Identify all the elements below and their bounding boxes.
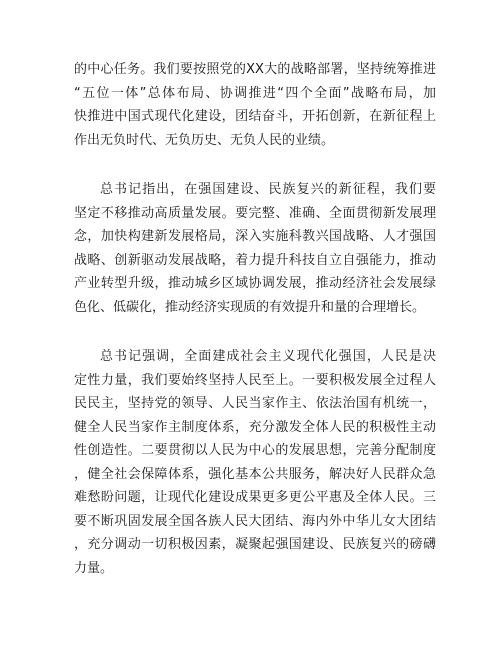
paragraph-line: 性创造性。二要贯彻以人民为中心的发展思想，完善分配制度 bbox=[74, 443, 436, 458]
paragraph-line: 产业转型升级，推动城乡区域协调发展，推动经济社会发展绿 bbox=[74, 276, 436, 291]
paragraph-line: 健全人民当家作主制度体系，充分激发全体人民的积极性主动 bbox=[74, 419, 436, 435]
paragraph-spacer bbox=[74, 152, 436, 178]
paragraph-line: 力量。 bbox=[74, 560, 114, 576]
paragraph-line: 要不断巩固发展全国各族人民大团结、海内外中华儿女大团结 bbox=[74, 513, 436, 529]
paragraph-line: 快推进中国式现代化建设，团结奋斗，开拓创新，在新征程上 bbox=[74, 109, 436, 124]
paragraph-line: 定性力量，我们要始终坚持人民至上。一要积极发展全过程人 bbox=[74, 372, 436, 388]
paragraph-spacer bbox=[74, 319, 436, 345]
paragraph-line: 念，加快构建新发展格局，深入实施科教兴国战略、人才强国 bbox=[74, 229, 436, 244]
paragraph-3 bbox=[74, 345, 436, 580]
paragraph-1 bbox=[74, 58, 436, 152]
paragraph-line: 总书记强调，全面建成社会主义现代化强国，人民是决 bbox=[100, 349, 436, 364]
document-body bbox=[74, 58, 436, 580]
paragraph-line: 坚定不移推动高质量发展。要完整、准确、全面贯彻新发展理 bbox=[74, 205, 436, 221]
paragraph-2 bbox=[74, 178, 436, 319]
paragraph-line: 民民主，坚持党的领导、人民当家作主、依法治国有机统一， bbox=[74, 396, 436, 411]
paragraph-line: ，充分调动一切积极因素，凝聚起强国建设、民族复兴的磅礴 bbox=[74, 537, 436, 552]
paragraph-line: ，健全社会保障体系，强化基本公共服务，解决好人民群众急 bbox=[74, 466, 436, 482]
paragraph-line: 战略、创新驱动发展战略，着力提升科技自立自强能力，推动 bbox=[74, 252, 436, 268]
paragraph-line: 难愁盼问题，让现代化建设成果更多更公平惠及全体人民。三 bbox=[74, 490, 436, 505]
paragraph-line: 色化、低碳化，推动经济实现质的有效提升和量的合理增长。 bbox=[74, 299, 426, 315]
paragraph-line: 的中心任务。我们要按照党的XX大的战略部署，坚持统筹推进 bbox=[74, 62, 436, 77]
paragraph-line: “五位一体”总体布局、协调推进“四个全面”战略布局，加 bbox=[74, 85, 436, 101]
paragraph-line: 作出无负时代、无负历史、无负人民的业绩。 bbox=[74, 132, 335, 148]
paragraph-line: 总书记指出，在强国建设、民族复兴的新征程，我们要 bbox=[100, 182, 436, 197]
